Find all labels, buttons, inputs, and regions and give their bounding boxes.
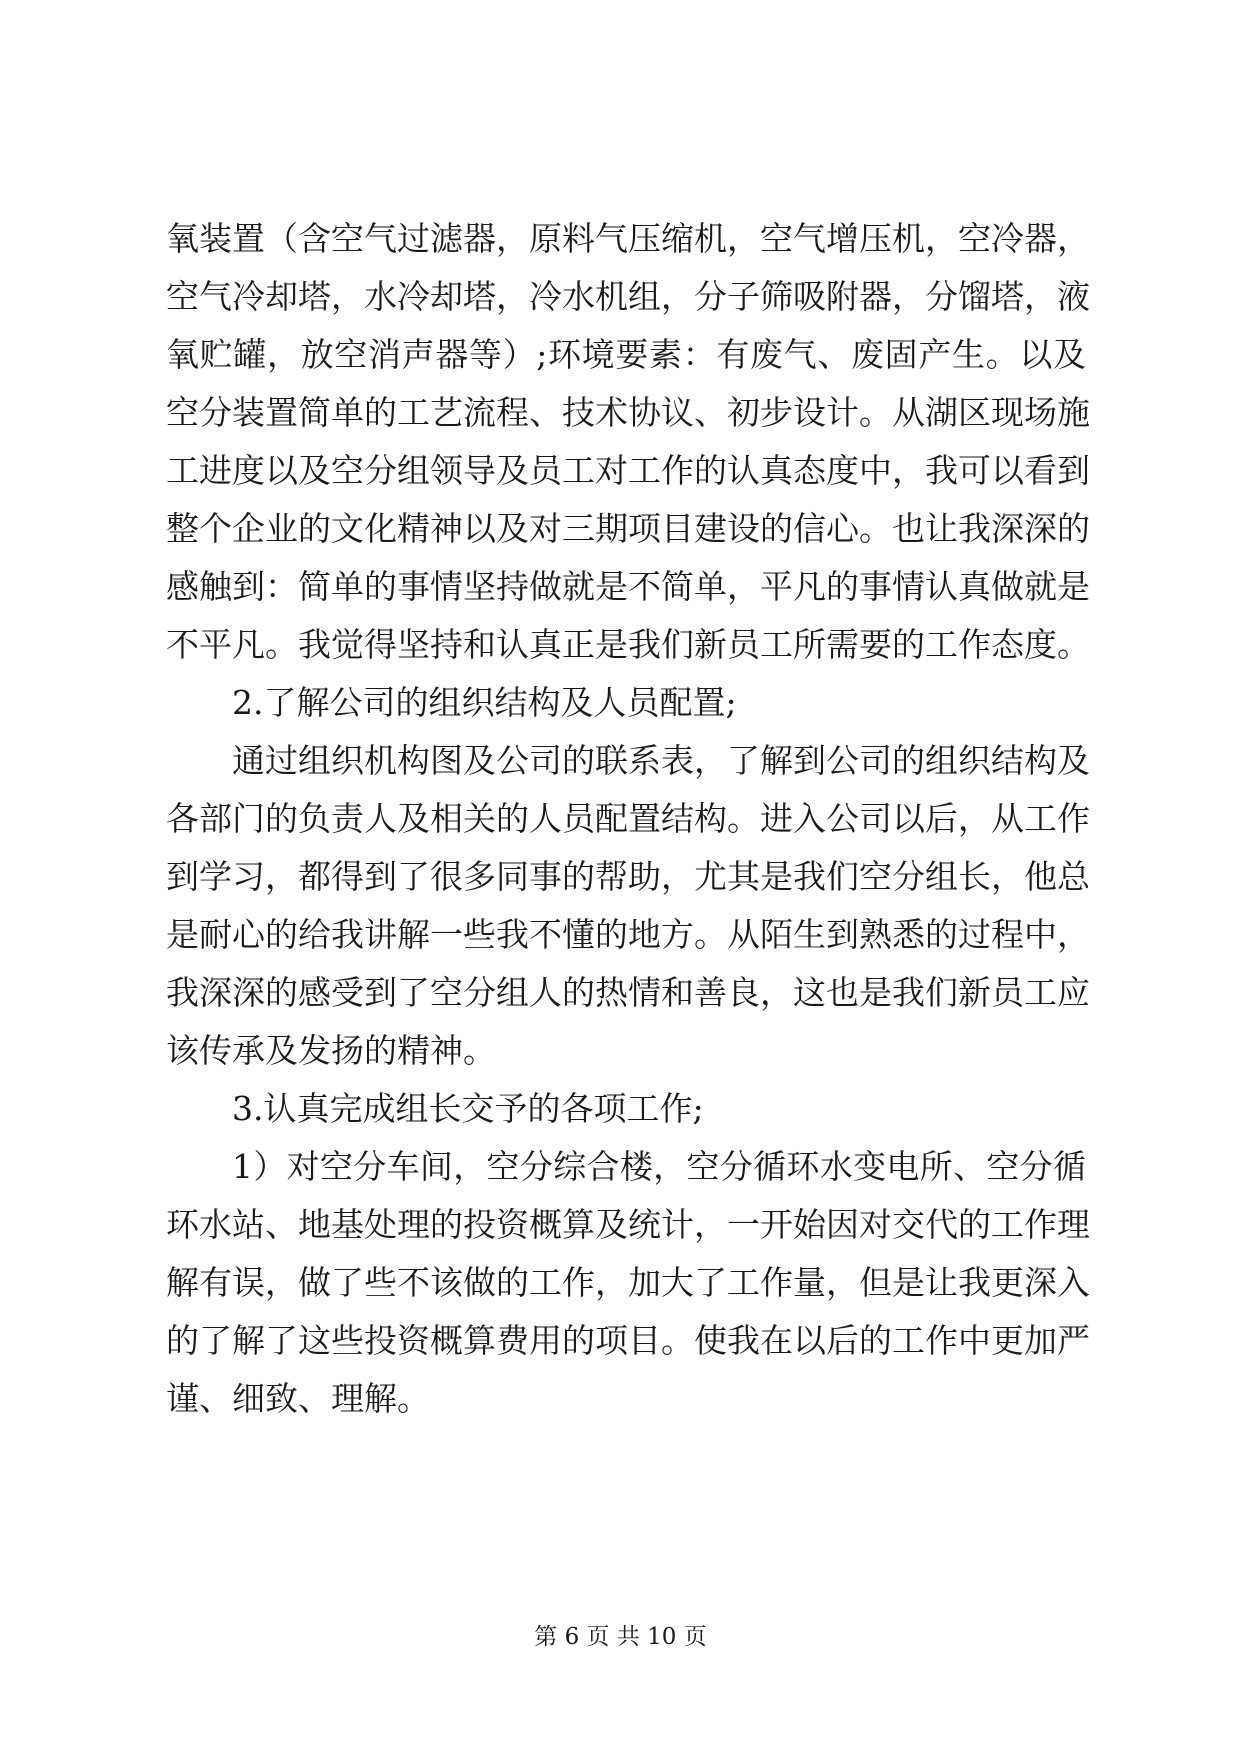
text-line: 感触到：简单的事情坚持做就是不简单，平凡的事情认真做就是 [166, 567, 1090, 606]
section-heading: 3.认真完成组长交予的各项工作; [232, 1089, 704, 1128]
section-heading: 2.了解公司的组织结构及人员配置; [232, 683, 737, 722]
text-line: 氧装置（含空气过滤器，原料气压缩机，空气增压机，空冷器， [166, 219, 1090, 258]
text-line: 不平凡。我觉得坚持和认真正是我们新员工所需要的工作态度。 [166, 625, 1090, 664]
text-line: 解有误，做了些不该做的工作，加大了工作量，但是让我更深入 [166, 1263, 1090, 1302]
text-line: 到学习，都得到了很多同事的帮助，尤其是我们空分组长，他总 [166, 857, 1090, 896]
text-line: 各部门的负责人及相关的人员配置结构。进入公司以后，从工作 [166, 799, 1090, 838]
text-line: 的了解了这些投资概算费用的项目。使我在以后的工作中更加严 [166, 1321, 1090, 1360]
text-line: 工进度以及空分组领导及员工对工作的认真态度中，我可以看到 [166, 451, 1090, 490]
text-line: 空分装置简单的工艺流程、技术协议、初步设计。从湖区现场施 [166, 393, 1090, 432]
text-line: 环水站、地基处理的投资概算及统计，一开始因对交代的工作理 [166, 1205, 1090, 1244]
text-line: 我深深的感受到了空分组人的热情和善良，这也是我们新员工应 [166, 973, 1090, 1012]
text-line: 整个企业的文化精神以及对三期项目建设的信心。也让我深深的 [166, 509, 1090, 548]
text-line: 谨、细致、理解。 [166, 1379, 430, 1418]
text-line: 通过组织机构图及公司的联系表，了解到公司的组织结构及 [232, 741, 1090, 780]
text-line: 该传承及发扬的精神。 [166, 1031, 496, 1070]
text-line: 氧贮罐，放空消声器等）;环境要素：有废气、废固产生。以及 [166, 335, 1086, 374]
text-line: 空气冷却塔，水冷却塔，冷水机组，分子筛吸附器，分馏塔，液 [166, 277, 1090, 316]
page-number-footer: 第 6 页 共 10 页 [534, 1624, 707, 1650]
text-line: 是耐心的给我讲解一些我不懂的地方。从陌生到熟悉的过程中， [166, 915, 1090, 954]
text-line: 1）对空分车间，空分综合楼，空分循环水变电所、空分循 [232, 1147, 1086, 1186]
